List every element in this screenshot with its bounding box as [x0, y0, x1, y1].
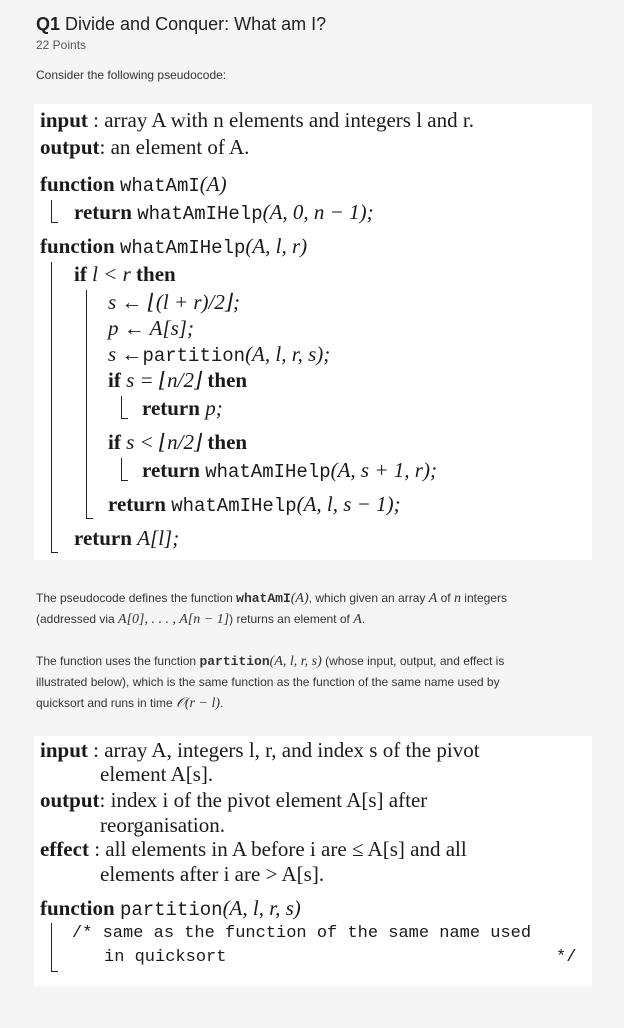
input-text: : array A, integers l, r, and index s of the pivot: [93, 738, 480, 762]
text: quicksort and runs in time: [36, 696, 177, 710]
condition: l < r: [92, 262, 131, 286]
block-bar-end: [86, 518, 93, 519]
algo2-input-cont: element A[s].: [100, 762, 214, 786]
pseudocode-block-whatami: [34, 104, 592, 560]
block-bar: [121, 458, 122, 480]
then-keyword: then: [207, 430, 248, 454]
math: A: [428, 591, 438, 606]
return-keyword: return: [108, 492, 166, 516]
text: integers: [460, 591, 507, 605]
algo2-comment-end: */: [556, 948, 577, 967]
function-name: whatAmI: [119, 175, 200, 197]
function-keyword: function: [40, 172, 115, 196]
input-label: input: [40, 108, 88, 132]
math: 𝒪(r − l): [176, 696, 220, 711]
algo2-output-cont: reorganisation.: [100, 813, 225, 837]
return-keyword: return: [74, 526, 132, 550]
function-name: partition: [119, 899, 223, 921]
algo1-s-assign: s ← ⌊(l + r)/2⌋;: [108, 290, 241, 314]
block-bar-end: [121, 418, 128, 419]
output-text: : index i of the pivot element A[s] after: [99, 788, 428, 812]
call-name: whatAmIHelp: [137, 203, 263, 225]
algo1-output-line: [40, 135, 249, 160]
text: (addressed via: [36, 612, 119, 626]
block-bar: [121, 396, 122, 418]
algo2-output-line: [40, 788, 427, 813]
math: (A, l, r, s): [269, 654, 322, 669]
math: A: [353, 612, 362, 627]
return-keyword: return: [142, 458, 200, 482]
block-bar-end: [121, 480, 128, 481]
assign-lhs: s ←: [108, 342, 143, 366]
algo1-if1-line: [74, 262, 176, 287]
return-keyword: return: [142, 396, 200, 420]
question-points: 22 Points: [36, 38, 87, 52]
call-name: whatAmIHelp: [171, 495, 297, 517]
if-keyword: if: [108, 368, 121, 392]
input-text: : array A with n elements and integers l and r.: [93, 108, 474, 132]
math: n: [453, 591, 461, 606]
pseudocode-block-partition: [34, 736, 592, 986]
return-value: p;: [205, 396, 223, 420]
description-paragraph-1: [36, 588, 596, 630]
function-name: whatAmI: [236, 591, 291, 606]
block-bar-end: [51, 552, 58, 553]
algo2-input-line: [40, 738, 480, 763]
intro-text: Consider the following pseudocode:: [36, 68, 227, 82]
text: .: [361, 612, 366, 626]
return-value: A[l];: [137, 526, 180, 550]
description-paragraph-2: [36, 651, 596, 714]
call-name: partition: [142, 345, 246, 367]
text: The pseudocode defines the function: [36, 591, 237, 605]
function-args: (A, l, r): [245, 234, 308, 258]
math: (A): [290, 591, 309, 606]
output-text: : an element of A.: [99, 135, 250, 159]
question-title-text: Divide and Conquer: What am I?: [65, 14, 327, 34]
algo1-if2-line: [108, 368, 247, 393]
function-args: (A): [199, 172, 227, 196]
algo2-fn-line: [40, 896, 301, 921]
output-label: output: [40, 788, 100, 812]
algo1-fn2-line: [40, 234, 307, 259]
text: of: [437, 591, 454, 605]
text: The function uses the function: [36, 654, 200, 668]
text: ) returns an element of: [229, 612, 354, 626]
output-label: output: [40, 135, 100, 159]
if-keyword: if: [108, 430, 121, 454]
text: , which given an array: [308, 591, 429, 605]
return-keyword: return: [74, 200, 132, 224]
function-keyword: function: [40, 896, 115, 920]
algo2-effect-line: [40, 837, 467, 862]
math: A[0], . . . , A[n − 1]: [118, 612, 230, 627]
algo1-ret4-line: [108, 492, 401, 517]
function-name: partition: [199, 654, 270, 669]
block-bar-end: [51, 971, 58, 972]
block-bar: [86, 290, 87, 518]
effect-label: effect: [40, 837, 89, 861]
condition: s = ⌊n/2⌋: [126, 368, 203, 392]
algo2-effect-cont: elements after i are > A[s].: [100, 862, 325, 886]
block-bar: [51, 923, 52, 971]
then-keyword: then: [207, 368, 248, 392]
call-args: (A, l, s − 1);: [296, 492, 401, 516]
algo2-comment-line-1: /* same as the function of the same name used: [72, 924, 532, 943]
if-keyword: if: [74, 262, 87, 286]
call-args: (A, 0, n − 1);: [262, 200, 374, 224]
condition: s < ⌊n/2⌋: [126, 430, 203, 454]
call-args: (A, s + 1, r);: [330, 458, 437, 482]
algo1-ret1-line: [74, 200, 374, 225]
input-label: input: [40, 738, 88, 762]
question-number: Q1: [36, 14, 61, 34]
effect-text: : all elements in A before i are ≤ A[s] and all: [94, 837, 467, 861]
then-keyword: then: [136, 262, 176, 286]
algo1-fn1-line: [40, 172, 227, 197]
function-name: whatAmIHelp: [119, 237, 246, 259]
algo1-partition-line: [108, 342, 330, 367]
function-args: (A, l, r, s): [222, 896, 301, 920]
call-name: whatAmIHelp: [205, 461, 331, 483]
block-bar: [51, 262, 52, 552]
text: .: [220, 696, 224, 710]
algo1-ret3-line: [142, 458, 437, 483]
block-bar: [51, 200, 52, 222]
block-bar-end: [51, 222, 58, 223]
function-keyword: function: [40, 234, 115, 258]
algo1-p-assign: p ← A[s];: [108, 316, 194, 340]
question-title: [36, 14, 326, 35]
algo1-ret-p-line: [142, 396, 223, 421]
call-args: (A, l, r, s);: [245, 342, 331, 366]
algo1-input-line: [40, 108, 474, 133]
text: (whose input, output, and effect is: [321, 654, 505, 668]
algo2-comment-line-2: in quicksort: [104, 948, 227, 967]
text: illustrated below), which is the same function as the function of the same name used by: [36, 675, 500, 689]
algo1-if3-line: [108, 430, 247, 455]
algo1-ret-final-line: [74, 526, 179, 551]
